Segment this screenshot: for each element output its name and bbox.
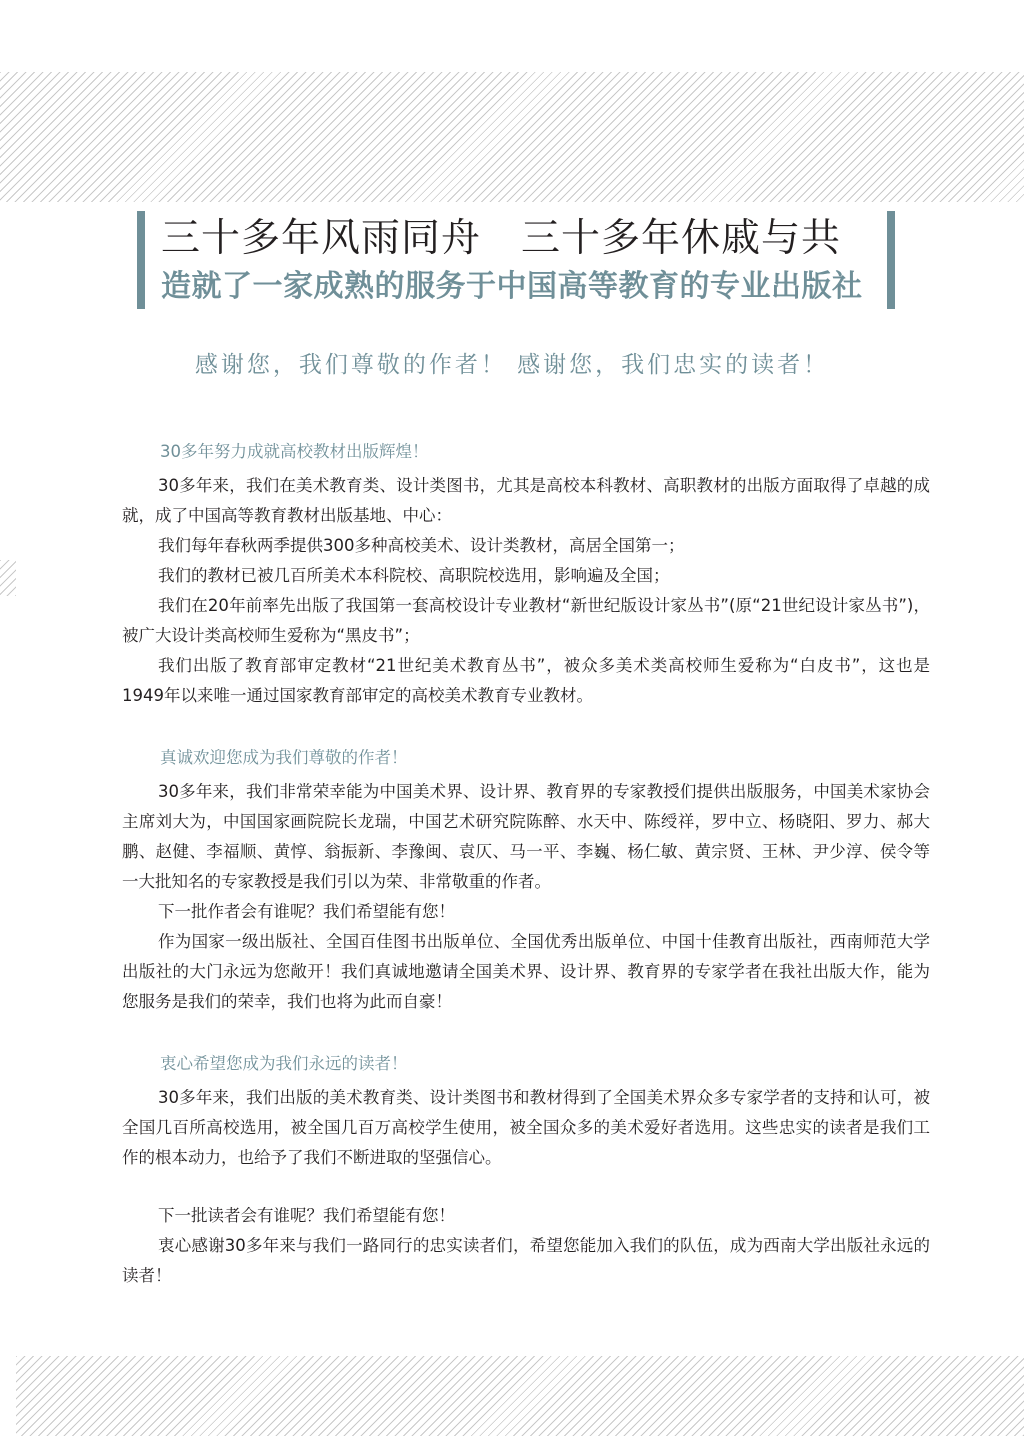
section-heading: 真诚欢迎您成为我们尊敬的作者！	[160, 748, 408, 767]
spacer	[122, 711, 930, 743]
section-textbooks	[122, 437, 930, 711]
paragraph: 衷心感谢30多年来与我们一路同行的忠实读者们，希望您能加入我们的队伍，成为西南大学出版社永远的读者！	[122, 1236, 930, 1285]
side-hatch-mark	[0, 560, 16, 596]
paragraph: 我们在20年前率先出版了我国第一套高校设计专业教材“新世纪版设计家丛书”(原“21世纪设计家丛书”)，被广大设计类高校师生爱称为“黑皮书”；	[122, 596, 930, 645]
paragraph: 我们每年春秋两季提供300多种高校美术、设计类教材，高居全国第一；	[158, 536, 685, 555]
body-content	[122, 437, 930, 1291]
section-heading: 30多年努力成就高校教材出版辉煌！	[160, 442, 429, 461]
bottom-hatch-band	[16, 1356, 1024, 1436]
paragraph: 作为国家一级出版社、全国百佳图书出版单位、全国优秀出版单位、中国十佳教育出版社，西南师范大学出版社的大门永远为您敞开！我们真诚地邀请全国美术界、设计界、教育界的专家学者在我社出版大作，能为您服务是我们的荣幸，我们也将为此而自豪！	[122, 932, 930, 1011]
paragraph: 30多年来，我们非常荣幸能为中国美术界、设计界、教育界的专家教授们提供出版服务，中国美术家协会主席刘大为，中国国家画院院长龙瑞，中国艺术研究院陈醉、水天中、陈绶祥，罗中立、杨晓阳、罗力、郝大鹏、赵健、李福顺、黄惇、翁振新、李豫闽、袁仄、马一平、李巍、杨仁敏、黄宗贤、王林、尹少淳、侯令等一大批知名的专家教授是我们引以为荣、非常敬重的作者。	[122, 782, 930, 891]
title-block	[137, 211, 895, 309]
thanks-line: 感谢您，我们尊敬的作者！ 感谢您，我们忠实的读者！	[194, 352, 830, 378]
page-subtitle: 造就了一家成熟的服务于中国高等教育的专业出版社	[161, 269, 863, 304]
page-title: 三十多年风雨同舟 三十多年休戚与共	[161, 216, 842, 261]
title-bar-right	[887, 211, 895, 309]
section-readers	[122, 1049, 930, 1291]
top-hatch-band	[0, 72, 1024, 202]
paragraph: 下一批作者会有谁呢？我们希望能有您！	[158, 902, 455, 921]
paragraph: 我们的教材已被几百所美术本科院校、高职院校选用，影响遍及全国；	[158, 566, 670, 585]
spacer	[122, 1017, 930, 1049]
title-bar-left	[137, 211, 145, 309]
section-authors	[122, 743, 930, 1017]
paragraph: 30多年来，我们在美术教育类、设计类图书，尤其是高校本科教材、高职教材的出版方面取得了卓越的成就，成了中国高等教育教材出版基地、中心：	[122, 476, 930, 525]
paragraph: 下一批读者会有谁呢？我们希望能有您！	[158, 1206, 455, 1225]
section-heading: 衷心希望您成为我们永远的读者！	[160, 1054, 408, 1073]
spacer	[122, 1173, 930, 1201]
paragraph: 30多年来，我们出版的美术教育类、设计类图书和教材得到了全国美术界众多专家学者的支持和认可，被全国几百所高校选用，被全国几百万高校学生使用，被全国众多的美术爱好者选用。这些忠实的读者是我们工作的根本动力，也给予了我们不断进取的坚强信心。	[122, 1088, 930, 1167]
paragraph: 我们出版了教育部审定教材“21世纪美术教育丛书”，被众多美术类高校师生爱称为“白皮书”，这也是1949年以来唯一通过国家教育部审定的高校美术教育专业教材。	[122, 656, 930, 705]
